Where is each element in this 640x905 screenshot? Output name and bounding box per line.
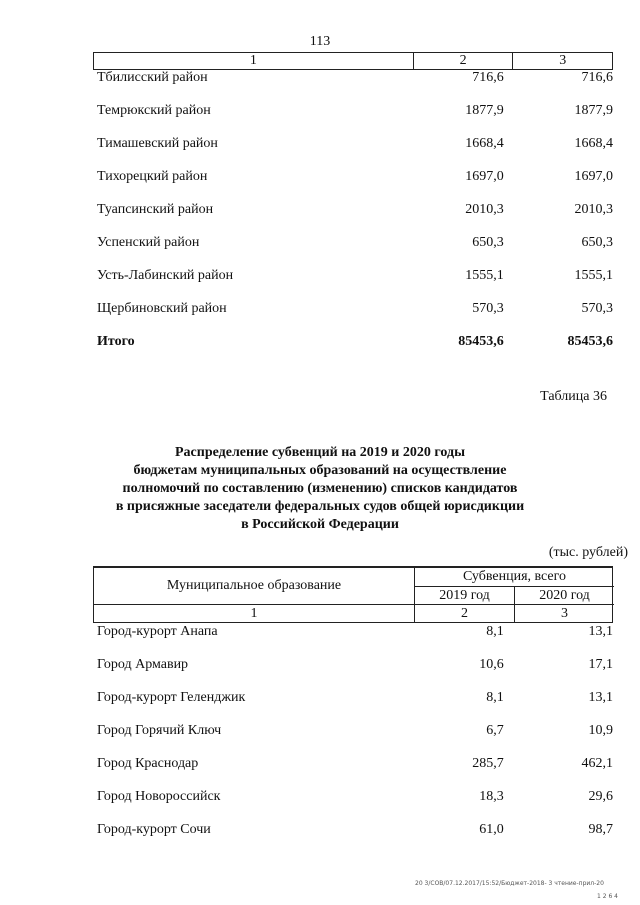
table-row: [93, 267, 613, 285]
title-line: бюджетам муниципальных образований на осуществление: [133, 463, 507, 478]
row-value-2020: 462,1: [581, 756, 613, 771]
column-number-1: 1: [94, 605, 415, 622]
row-value-2019: 1877,9: [465, 103, 504, 118]
row-value-2019: 2010,3: [465, 202, 504, 217]
row-value-2019: 1555,1: [465, 268, 504, 283]
column-number-row: [94, 604, 614, 622]
table-row: [93, 623, 613, 641]
row-name: Темрюкский район: [97, 103, 211, 118]
row-value-2020: 650,3: [581, 235, 613, 250]
row-name: Город Новороссийск: [97, 789, 221, 804]
row-value-2020: 1555,1: [574, 268, 613, 283]
column-number-1: 1: [249, 53, 257, 68]
row-name: Успенский район: [97, 235, 200, 250]
table-row: [93, 168, 613, 186]
row-value-2019: 6,7: [486, 723, 504, 738]
row-value-2020: 98,7: [588, 822, 613, 837]
table-row: [93, 689, 613, 707]
column-number-row: [93, 52, 613, 70]
row-value-2020: 570,3: [581, 301, 613, 316]
table-row: [93, 656, 613, 674]
row-value-2020: 1877,9: [574, 103, 613, 118]
column-number-3: 3: [512, 53, 612, 69]
table-row: [93, 135, 613, 153]
footer-file-path: 20 3/СОВ/07.12.2017/15:52/Бюджет-2018- 3 чтение-прил-20: [415, 880, 604, 887]
table-row: [93, 755, 613, 773]
row-value-2020: 13,1: [588, 624, 613, 639]
title-line: в присяжные заседатели федеральных судов общей юрисдикции: [115, 499, 525, 514]
row-name: Тимашевский район: [97, 136, 218, 151]
title-line: в Российской Федерации: [241, 517, 399, 532]
subvention-table: [93, 566, 613, 837]
row-value-2019: 650,3: [472, 235, 504, 250]
table-row: [93, 69, 613, 87]
table-row: [93, 788, 613, 806]
header-subvention: Субвенция, всего: [415, 568, 614, 587]
header-municipality: Муниципальное образование: [94, 568, 415, 604]
row-value-2019: 61,0: [479, 822, 504, 837]
row-name: Усть-Лабинский район: [97, 268, 234, 283]
column-number-2: 2: [413, 53, 513, 69]
table-title: [100, 444, 540, 534]
row-value-2020: 2010,3: [574, 202, 613, 217]
row-value-2019: 716,6: [472, 70, 504, 85]
row-name: Туапсинский район: [97, 202, 214, 217]
footer-mark: 1 2 6 4: [597, 893, 618, 900]
total-value-2020: 85453,6: [567, 334, 613, 349]
table-row: [93, 300, 613, 318]
total-value-2019: 85453,6: [458, 334, 504, 349]
row-name: Щербиновский район: [97, 301, 227, 316]
continuation-table: [93, 52, 613, 349]
row-value-2020: 1668,4: [574, 136, 613, 151]
total-row: [93, 333, 613, 351]
title-line: Распределение субвенций на 2019 и 2020 годы: [175, 445, 465, 460]
header-year-2019: 2019 год: [415, 587, 515, 604]
row-value-2020: 716,6: [581, 70, 613, 85]
title-line: полномочий по составлению (изменению) списков кандидатов: [122, 481, 518, 496]
row-value-2020: 17,1: [588, 657, 613, 672]
page-number: 113: [309, 34, 331, 49]
table-number: Таблица 36: [540, 389, 607, 404]
table-row: [93, 102, 613, 120]
row-value-2020: 29,6: [588, 789, 613, 804]
row-name: Тихорецкий район: [97, 169, 208, 184]
row-value-2019: 570,3: [472, 301, 504, 316]
row-value-2020: 1697,0: [574, 169, 613, 184]
header-year-2020: 2020 год: [539, 588, 590, 603]
row-value-2019: 8,1: [486, 690, 504, 705]
column-number-2: 2: [415, 605, 515, 622]
row-value-2019: 18,3: [479, 789, 504, 804]
row-value-2019: 10,6: [479, 657, 504, 672]
table-row: [93, 821, 613, 839]
row-value-2019: 1668,4: [465, 136, 504, 151]
row-name: Город-курорт Геленджик: [97, 690, 246, 705]
table-header: [93, 566, 613, 623]
row-name: Тбилисский район: [97, 70, 208, 85]
units-note: (тыс. рублей): [548, 545, 628, 560]
column-number-3: 3: [561, 606, 568, 621]
table-row: [93, 722, 613, 740]
row-value-2019: 1697,0: [465, 169, 504, 184]
row-value-2019: 8,1: [486, 624, 504, 639]
table-row: [93, 201, 613, 219]
table-row: [93, 234, 613, 252]
row-value-2019: 285,7: [472, 756, 504, 771]
row-name: Город-курорт Сочи: [97, 822, 211, 837]
row-name: Город Краснодар: [97, 756, 199, 771]
total-label: Итого: [97, 334, 135, 349]
row-name: Город Горячий Ключ: [97, 723, 222, 738]
row-name: Город-курорт Анапа: [97, 624, 218, 639]
row-name: Город Армавир: [97, 657, 189, 672]
row-value-2020: 13,1: [588, 690, 613, 705]
row-value-2020: 10,9: [588, 723, 613, 738]
